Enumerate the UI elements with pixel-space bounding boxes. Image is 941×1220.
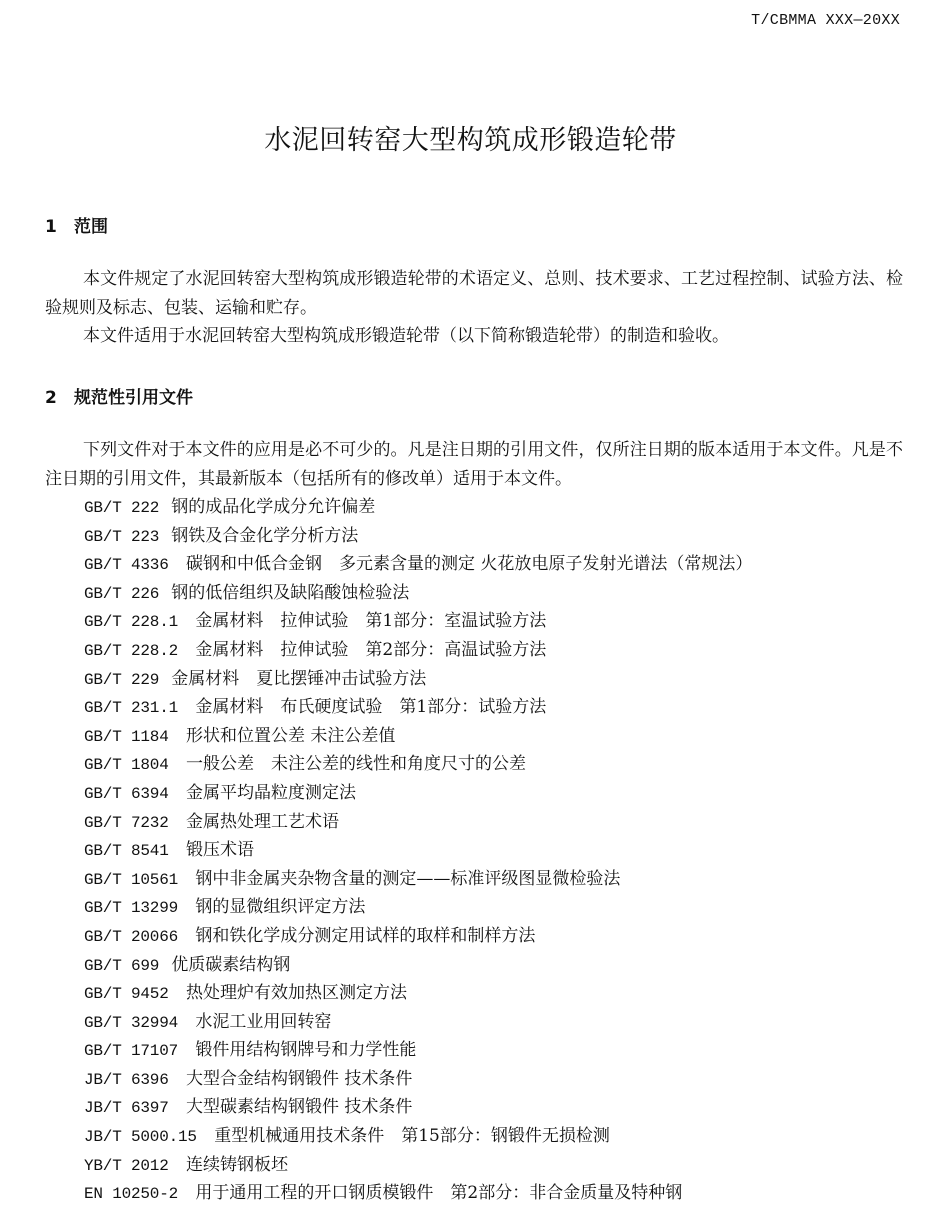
scope-paragraph-1: 本文件规定了水泥回转窑大型构筑成形锻造轮带的术语定义、总则、技术要求、工艺过程控制、试验方法、检验规则及标志、包装、运输和贮存。 <box>45 269 903 318</box>
reference-title: 金属材料 布氏硬度试验 第1部分：试验方法 <box>190 697 547 718</box>
reference-code: GB/T 8541 <box>84 842 169 861</box>
reference-item <box>84 693 752 722</box>
reference-code: GB/T 6394 <box>84 784 169 803</box>
reference-code: GB/T 1184 <box>84 727 169 746</box>
reference-title: 重型机械通用技术条件 第15部分：钢锻件无损检测 <box>208 1126 610 1147</box>
reference-item <box>84 607 752 636</box>
reference-code: GB/T 229 <box>84 670 160 689</box>
reference-title: 金属材料 拉伸试验 第1部分：室温试验方法 <box>190 611 547 632</box>
reference-item <box>84 1151 752 1180</box>
reference-item <box>84 636 752 665</box>
reference-item <box>84 1122 752 1151</box>
reference-title: 锻件用结构钢牌号和力学性能 <box>190 1040 417 1061</box>
reference-title: 金属平均晶粒度测定法 <box>180 782 357 803</box>
reference-code: GB/T 226 <box>84 584 160 603</box>
reference-item <box>84 1008 752 1037</box>
reference-title: 大型碳素结构钢锻件 技术条件 <box>180 1097 413 1118</box>
reference-title: 钢的成品化学成分允许偏差 <box>171 497 376 517</box>
reference-code: GB/T 20066 <box>84 927 179 946</box>
normative-references-intro: 下列文件对于本文件的应用是必不可少的。凡是注日期的引用文件，仅所注日期的版本适用于本文件。凡是不注日期的引用文件，其最新版本（包括所有的修改单）适用于本文件。 <box>45 440 903 489</box>
reference-code: GB/T 17107 <box>84 1042 179 1061</box>
reference-item <box>84 1093 752 1122</box>
reference-item <box>84 979 752 1008</box>
reference-code: GB/T 699 <box>84 956 160 975</box>
reference-item <box>84 1179 752 1208</box>
section-2-heading <box>45 383 193 408</box>
reference-item <box>84 550 752 579</box>
reference-code: GB/T 231.1 <box>84 699 179 718</box>
reference-title: 钢中非金属夹杂物含量的测定——标准评级图显微检验法 <box>190 868 621 889</box>
section-1-heading <box>45 212 108 237</box>
reference-code: YB/T 2012 <box>84 1156 169 1175</box>
reference-item <box>84 579 752 608</box>
reference-title: 钢和铁化学成分测定用试样的取样和制样方法 <box>190 925 536 946</box>
reference-title: 钢铁及合金化学分析方法 <box>171 525 359 546</box>
section-title: 规范性引用文件 <box>74 388 193 408</box>
section-number: 2 <box>45 388 57 408</box>
reference-code: GB/T 222 <box>84 499 160 517</box>
reference-code: GB/T 7232 <box>84 813 169 832</box>
reference-item <box>84 951 752 980</box>
reference-item <box>84 522 752 551</box>
reference-item <box>84 750 752 779</box>
reference-item <box>84 865 752 894</box>
reference-title: 连续铸钢板坯 <box>180 1154 289 1175</box>
section-title: 范围 <box>74 217 108 237</box>
document-code: T/CBMMA XXX—20XX <box>751 12 900 29</box>
reference-code: GB/T 9452 <box>84 985 169 1004</box>
reference-title: 锻压术语 <box>180 840 255 861</box>
reference-code: GB/T 223 <box>84 527 160 546</box>
reference-code: GB/T 228.2 <box>84 641 179 660</box>
reference-code: JB/T 6397 <box>84 1099 169 1118</box>
reference-item <box>84 922 752 951</box>
section-number: 1 <box>45 217 57 237</box>
reference-code: GB/T 4336 <box>84 556 169 575</box>
reference-title: 形状和位置公差 未注公差值 <box>180 725 396 746</box>
reference-title: 用于通用工程的开口钢质模锻件 第2部分：非合金质量及特种钢 <box>190 1183 683 1204</box>
reference-code: GB/T 32994 <box>84 1013 179 1032</box>
reference-code: GB/T 1804 <box>84 756 169 775</box>
reference-item <box>84 1065 752 1094</box>
reference-title: 一般公差 未注公差的线性和角度尺寸的公差 <box>180 754 527 775</box>
reference-title: 钢的显微组织评定方法 <box>190 897 366 918</box>
reference-code: JB/T 6396 <box>84 1070 169 1089</box>
reference-title: 热处理炉有效加热区测定方法 <box>180 983 408 1004</box>
reference-title: 钢的低倍组织及缺陷酸蚀检验法 <box>171 582 410 603</box>
reference-code: JB/T 5000.15 <box>84 1128 197 1147</box>
reference-title: 水泥工业用回转窑 <box>190 1011 332 1032</box>
reference-title: 金属材料 夏比摆锤冲击试验方法 <box>171 668 427 689</box>
reference-item <box>84 808 752 837</box>
reference-code: GB/T 228.1 <box>84 613 179 632</box>
reference-item <box>84 893 752 922</box>
reference-title: 金属热处理工艺术语 <box>180 811 340 832</box>
scope-paragraph-2: 本文件适用于水泥回转窑大型构筑成形锻造轮带（以下简称锻造轮带）的制造和验收。 <box>83 326 729 346</box>
reference-list <box>84 493 752 1208</box>
reference-item <box>84 722 752 751</box>
reference-item <box>84 836 752 865</box>
reference-code: GB/T 10561 <box>84 870 179 889</box>
reference-title: 大型合金结构钢锻件 技术条件 <box>180 1068 413 1089</box>
reference-title: 金属材料 拉伸试验 第2部分：高温试验方法 <box>190 639 547 660</box>
reference-item <box>84 665 752 694</box>
reference-title: 碳钢和中低合金钢 多元素含量的测定 火花放电原子发射光谱法（常规法） <box>180 554 753 575</box>
reference-title: 优质碳素结构钢 <box>171 954 291 975</box>
reference-code: EN 10250-2 <box>84 1185 179 1204</box>
reference-item <box>84 1036 752 1065</box>
reference-item <box>84 493 752 522</box>
reference-item <box>84 779 752 808</box>
document-title: 水泥回转窑大型构筑成形锻造轮带 <box>264 125 677 156</box>
reference-code: GB/T 13299 <box>84 899 179 918</box>
